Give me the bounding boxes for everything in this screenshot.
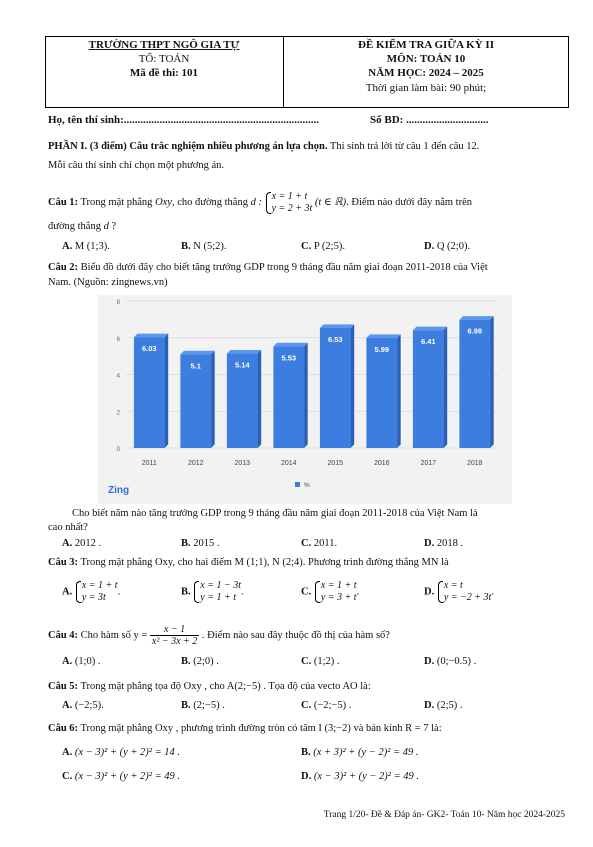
- option-text: (1;2) .: [313, 656, 340, 667]
- option-text: (2;0) .: [193, 656, 219, 667]
- sys-line: y = 3 + t: [320, 592, 357, 603]
- option-letter: C.: [301, 538, 312, 549]
- q4-text-b: . Điểm nào sau đây thuộc đồ thị của hàm số?: [199, 630, 390, 641]
- q1-label: Câu 1:: [48, 197, 79, 208]
- q1-text: Trong mặt phẳng: [80, 197, 156, 208]
- q5-text: Trong mặt phẳng tọa độ Oxy , cho A(2;−5) . Tọa độ của vecto AO là:: [78, 681, 371, 692]
- q2-stem: [48, 261, 570, 275]
- option-letter: C.: [301, 241, 312, 252]
- q2-question: Cho biết năm nào tăng trưởng GDP trong 9 tháng đầu năm giai đoạn 2011-2018 của Việt Nam là: [72, 508, 478, 519]
- q3-option-a[interactable]: A. x = 1 + t y = 3t .: [62, 580, 121, 603]
- bar-side: [211, 351, 215, 448]
- q1-text-d: đường thẳng: [48, 221, 104, 232]
- x-tick-label: 2018: [466, 460, 483, 467]
- q1-option-c[interactable]: [301, 241, 345, 252]
- exam-title: ĐỀ KIỂM TRA GIỮA KỲ II: [358, 39, 494, 51]
- q1-stem-2: [48, 220, 570, 234]
- option-letter: B.: [181, 656, 191, 667]
- q5-label: Câu 5:: [48, 681, 79, 692]
- fraction-denominator: x² − 3x + 2: [151, 636, 198, 648]
- q2-option-c[interactable]: [301, 538, 337, 549]
- bar: [413, 330, 444, 448]
- q1-option-a[interactable]: [62, 241, 110, 252]
- exam-code: Mã đề thi: 101: [129, 67, 199, 79]
- fraction-numerator: x − 1: [150, 624, 199, 636]
- sys-line: x = 1 − 3t: [200, 580, 241, 591]
- data-label: 6.03: [141, 344, 157, 354]
- legend-label: %: [304, 482, 310, 489]
- q2-option-b[interactable]: [181, 538, 220, 549]
- q2-option-d[interactable]: [424, 538, 463, 549]
- bar-top: [459, 316, 493, 320]
- bar-side: [397, 334, 401, 448]
- q6-option-b[interactable]: [301, 747, 418, 758]
- bar: [134, 337, 165, 448]
- bar-top: [227, 350, 261, 354]
- x-tick-label: 2011: [141, 460, 157, 467]
- x-tick-label: 2012: [187, 460, 204, 467]
- option-letter: C.: [62, 771, 73, 782]
- q1-d: d :: [250, 197, 262, 208]
- bar-side: [351, 324, 355, 448]
- option-text: M (1;3).: [74, 241, 110, 252]
- sys-line: y = 3t: [81, 592, 106, 603]
- data-label: 6.98: [467, 326, 483, 336]
- bar-top: [413, 327, 447, 331]
- data-label: 5.99: [374, 344, 390, 354]
- y-tick-label: 8: [116, 300, 120, 306]
- q3-system-a: [75, 580, 118, 604]
- q3-system-d: [437, 580, 491, 604]
- q2-option-a[interactable]: [62, 538, 101, 549]
- bar-side: [490, 316, 494, 448]
- option-text: Q (2;0).: [436, 241, 471, 252]
- option-letter: D.: [424, 700, 435, 711]
- bar-top: [273, 343, 307, 347]
- option-text: (x − 3)² + (y + 2)² = 14 .: [74, 747, 181, 758]
- bar-side: [304, 343, 308, 448]
- q2-question-2: cao nhất?: [48, 522, 88, 533]
- q4-option-a[interactable]: [62, 656, 101, 667]
- option-text: N (5;2).: [193, 241, 227, 252]
- gdp-chart-svg: [98, 295, 512, 504]
- option-letter: C.: [301, 700, 312, 711]
- q4-option-b[interactable]: [181, 656, 219, 667]
- q3-option-d[interactable]: D. x = t y = −2 + 3t .: [424, 580, 494, 603]
- x-tick-label: 2013: [234, 460, 251, 467]
- bar-top: [134, 334, 168, 338]
- q4-option-d[interactable]: [424, 656, 476, 667]
- q1-text-b: , cho đường thẳng: [171, 197, 251, 208]
- data-label: 5.53: [281, 353, 297, 363]
- q3-label: Câu 3:: [48, 557, 79, 568]
- option-text: 2012 .: [74, 538, 102, 549]
- part1-title: PHẦN I. (3 điểm) Câu trắc nghiệm nhiều phương án lựa chọn.: [48, 141, 328, 152]
- q1-oxy: Oxy: [155, 197, 172, 208]
- q2-label: Câu 2:: [48, 262, 79, 273]
- y-tick-label: 6: [116, 336, 120, 343]
- part1-desc: Thí sinh trả lời từ câu 1 đến câu 12.: [327, 141, 480, 152]
- q5-option-d[interactable]: [424, 700, 463, 711]
- q1-text-c: . Điểm nào dưới đây nằm trên: [346, 197, 473, 208]
- option-text: (x + 3)² + (y − 2)² = 49 .: [313, 747, 419, 758]
- bar: [366, 338, 397, 448]
- option-text: 2018 .: [436, 538, 464, 549]
- q1-option-b[interactable]: [181, 241, 227, 252]
- q4-fraction: [150, 624, 199, 647]
- student-id-line: Số BD: ..............................: [370, 114, 489, 126]
- legend-swatch: [295, 482, 300, 487]
- option-text: P (2;5).: [313, 241, 345, 252]
- q3-system-b: [193, 580, 241, 604]
- x-tick-label: 2017: [420, 460, 437, 467]
- q1-option-d[interactable]: [424, 241, 470, 252]
- option-letter: B.: [181, 538, 191, 549]
- q6-text: Trong mặt phẳng Oxy , phương trình đường tròn có tâm I (3;−2) và bán kính R = 7 là:: [78, 723, 442, 734]
- q4-text: Cho hàm số y =: [78, 630, 150, 641]
- q6-stem: [48, 722, 570, 736]
- y-tick-label: 2: [116, 410, 120, 417]
- q4-stem: [48, 622, 570, 650]
- q1-sys-line2: y = 2 + 3t: [271, 202, 313, 214]
- q5-option-b[interactable]: [181, 700, 225, 711]
- part1-intro: [48, 140, 570, 154]
- q2-source: Nam. (Nguồn: zingnews.vn): [48, 277, 168, 288]
- q6-option-c[interactable]: [62, 771, 180, 782]
- y-tick-label: 4: [116, 373, 120, 380]
- x-tick-label: 2015: [327, 460, 344, 467]
- bar-side: [165, 334, 169, 448]
- option-letter: C.: [301, 586, 312, 598]
- option-letter: D.: [424, 241, 435, 252]
- sys-line: x = 1 + t: [320, 580, 357, 591]
- page-footer: Trang 1/20- Đề & Đáp án- GK2- Toán 10- Năm học 2024-2025: [323, 810, 565, 820]
- q4-label: Câu 4:: [48, 630, 79, 641]
- sys-line: x = t: [443, 580, 463, 591]
- option-text: (x − 3)² + (y + 2)² = 49 .: [74, 771, 181, 782]
- sys-line: x = 1 + t: [81, 580, 118, 591]
- option-letter: A.: [62, 241, 73, 252]
- data-label: 6.41: [420, 337, 436, 347]
- option-text: (2;−5) .: [193, 700, 225, 711]
- option-text: 2011.: [313, 538, 338, 549]
- exam-subject: MÔN: TOÁN 10: [386, 53, 466, 65]
- option-text: (x − 3)² + (y − 2)² = 49 .: [313, 771, 420, 782]
- data-label: 5.1: [190, 361, 201, 371]
- q1-sys-line1: x = 1 + t: [271, 190, 308, 202]
- bar-top: [366, 334, 400, 338]
- option-letter: B.: [181, 700, 191, 711]
- option-letter: D.: [424, 538, 435, 549]
- sys-line: y = 1 + t: [200, 592, 236, 603]
- option-text: (0;−0.5) .: [436, 656, 477, 667]
- option-text: (2;5) .: [436, 700, 463, 711]
- q5-stem: [48, 680, 570, 694]
- bar: [320, 328, 351, 448]
- part1-desc2: Mỗi câu thí sinh chỉ chọn một phương án.: [48, 160, 225, 171]
- data-label: 6.53: [327, 335, 343, 345]
- option-letter: A.: [62, 700, 73, 711]
- option-text: (1;0) .: [74, 656, 101, 667]
- q3-system-c: [314, 580, 357, 604]
- option-letter: C.: [301, 656, 312, 667]
- q2-text1: Biểu đồ dưới đây cho biết tăng trưởng GDP trong 9 tháng đầu năm giai đoạn 2011-2018 của Việt: [78, 262, 488, 273]
- brand-logo: Zing: [108, 485, 130, 496]
- q6-option-d[interactable]: [301, 771, 419, 782]
- q1-stem: [48, 190, 570, 216]
- q3-option-b[interactable]: B. x = 1 − 3t y = 1 + t .: [181, 580, 244, 603]
- group-name: TỔ: TOÁN: [138, 53, 190, 65]
- sys-line: y = −2 + 3t: [443, 592, 492, 603]
- data-label: 5.14: [234, 360, 250, 370]
- student-name-line: Họ, tên thí sinh:.......................................................................: [48, 114, 320, 126]
- bar-side: [444, 327, 448, 448]
- q3-stem: [48, 556, 570, 570]
- q4-option-c[interactable]: [301, 656, 340, 667]
- x-tick-label: 2014: [280, 460, 297, 467]
- option-text: (−2;−5) .: [313, 700, 352, 711]
- q3-text: Trong mặt phẳng Oxy, cho hai điểm M (1;1), N (2;4). Phương trình đường thẳng MN là: [78, 557, 449, 568]
- option-letter: D.: [424, 586, 435, 598]
- option-letter: A.: [62, 586, 73, 598]
- q5-option-c[interactable]: [301, 700, 351, 711]
- school-name: TRƯỜNG THPT NGÔ GIA TỰ: [88, 39, 240, 51]
- exam-year: NĂM HỌC: 2024 – 2025: [368, 67, 484, 79]
- option-letter: A.: [62, 747, 73, 758]
- y-tick-label: 0: [116, 447, 120, 453]
- bar: [459, 320, 490, 448]
- q1-condition: (t ∈ ℝ): [314, 197, 347, 208]
- option-letter: B.: [181, 241, 191, 252]
- option-letter: A.: [62, 538, 73, 549]
- bar-side: [258, 350, 262, 448]
- x-tick-label: 2016: [373, 460, 390, 467]
- q1-d2: d: [103, 221, 109, 232]
- option-letter: A.: [62, 656, 73, 667]
- option-letter: D.: [424, 656, 435, 667]
- gdp-chart: [98, 295, 512, 504]
- q5-option-a[interactable]: [62, 700, 104, 711]
- q6-option-a[interactable]: [62, 747, 180, 758]
- bar-top: [180, 351, 214, 355]
- bar-top: [320, 324, 354, 328]
- q3-option-c[interactable]: C. x = 1 + t y = 3 + t .: [301, 580, 360, 603]
- q1-text-e: ?: [108, 221, 117, 232]
- option-letter: D.: [301, 771, 312, 782]
- option-text: 2015 .: [193, 538, 220, 549]
- option-letter: B.: [301, 747, 311, 758]
- q1-system: [265, 191, 313, 215]
- q6-label: Câu 6:: [48, 723, 79, 734]
- option-letter: B.: [181, 586, 191, 598]
- option-text: (−2;5).: [74, 700, 104, 711]
- exam-time: Thời gian làm bài: 90 phút;: [365, 82, 487, 94]
